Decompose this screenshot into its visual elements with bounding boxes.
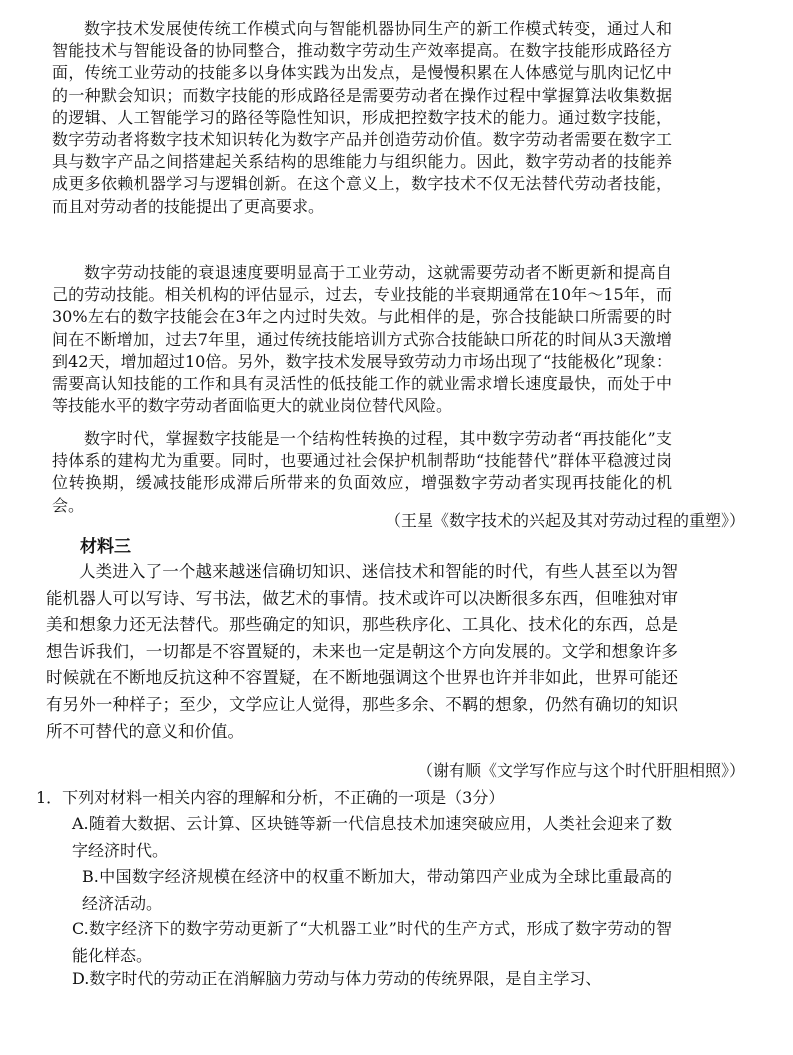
question-1-option-b: B.中国数字经济规模在经济中的权重不断加大，带动第四产业成为全球比重最高的经济活动。 [82,867,672,913]
question-1-option-c: C.数字经济下的数字劳动更新了“大机器工业”时代的生产方式，形成了数字劳动的智能化样态。 [72,919,672,965]
question-1-stem: 1．下列对材料一相关内容的理解和分析，不正确的一项是（3分） [36,788,505,807]
question-1-option-d: D.数字时代的劳动正在消解脑力劳动与体力劳动的传统界限，是自主学习、 [72,969,602,988]
material2-paragraph-3: 数字时代，掌握数字技能是一个结构性转换的过程，其中数字劳动者“再技能化”支持体系的建构尤为重要。同时，也要通过社会保护机制帮助“技能替代”群体平稳渡过岗位转换期，缓减技能形成滞后所带来的负面效应，增强数字劳动者实现再技能化的机会。 [52,429,672,515]
material3-source: （谢有顺《文学写作应与这个时代肝胆相照》） [416,761,745,780]
question-1-option-a: A.随着大数据、云计算、区块链等新一代信息技术加速突破应用，人类社会迎来了数字经济时代。 [72,814,672,860]
material2-paragraph-2: 数字劳动技能的衰退速度要明显高于工业劳动，这就需要劳动者不断更新和提高自己的劳动技能。相关机构的评估显示，过去，专业技能的半衰期通常在10年～15年，而30%左右的数字技能会在3年之内过时失效。与此相伴的是，弥合技能缺口所需要的时间在不断增加，过去7年里，通过传统技能培训方式弥合技能缺口所花的时间从3天激增到42天，增加超过10倍。另外，数字技术发展导致劳动力市场出现了“技能极化”现象：需要高认知技能的工作和具有灵活性的低技能工作的就业需求增长速度最快，而处于中等技能水平的数字劳动者面临更大的就业岗位替代风险。 [52,263,672,416]
material3-heading: 材料三 [80,537,131,557]
material2-source: （王星《数字技术的兴起及其对劳动过程的重塑》） [384,511,745,530]
material3-paragraph: 人类进入了一个越来越迷信确切知识、迷信技术和智能的时代，有些人甚至以为智能机器人可以写诗、写书法，做艺术的事情。技术或许可以决断很多东西，但唯独对审美和想象力还无法替代。那些确定的知识，那些秩序化、工具化、技术化的东西，总是想告诉我们，一切都是不容置疑的，未来也一定是朝这个方向发展的。文学和想象许多时候就在不断地反抗这种不容置疑，在不断地强调这个世界也许并非如此，世界可能还有另外一种样子；至少，文学应让人觉得，那些多余、不羁的想象，仍然有确切的知识所不可替代的意义和价值。 [46,562,678,741]
material2-paragraph-1: 数字技术发展使传统工作模式向与智能机器协同生产的新工作模式转变，通过人和智能技术与智能设备的协同整合，推动数字劳动生产效率提高。在数字技能形成路径方面，传统工业劳动的技能多以身体实践为出发点，是慢慢积累在人体感觉与肌肉记忆中的一种默会知识；而数字技能的形成路径是需要劳动者在操作过程中掌握算法收集数据的逻辑、人工智能学习的路径等隐性知识，形成把控数字技术的能力。通过数字技能，数字劳动者将数字技术知识转化为数字产品并创造劳动价值。数字劳动者需要在数字工具与数字产品之间搭建起关系结构的思维能力与组织能力。因此，数字劳动者的技能养成更多依赖机器学习与逻辑创新。在这个意义上，数字技术不仅无法替代劳动者技能，而且对劳动者的技能提出了更高要求。 [52,19,672,216]
